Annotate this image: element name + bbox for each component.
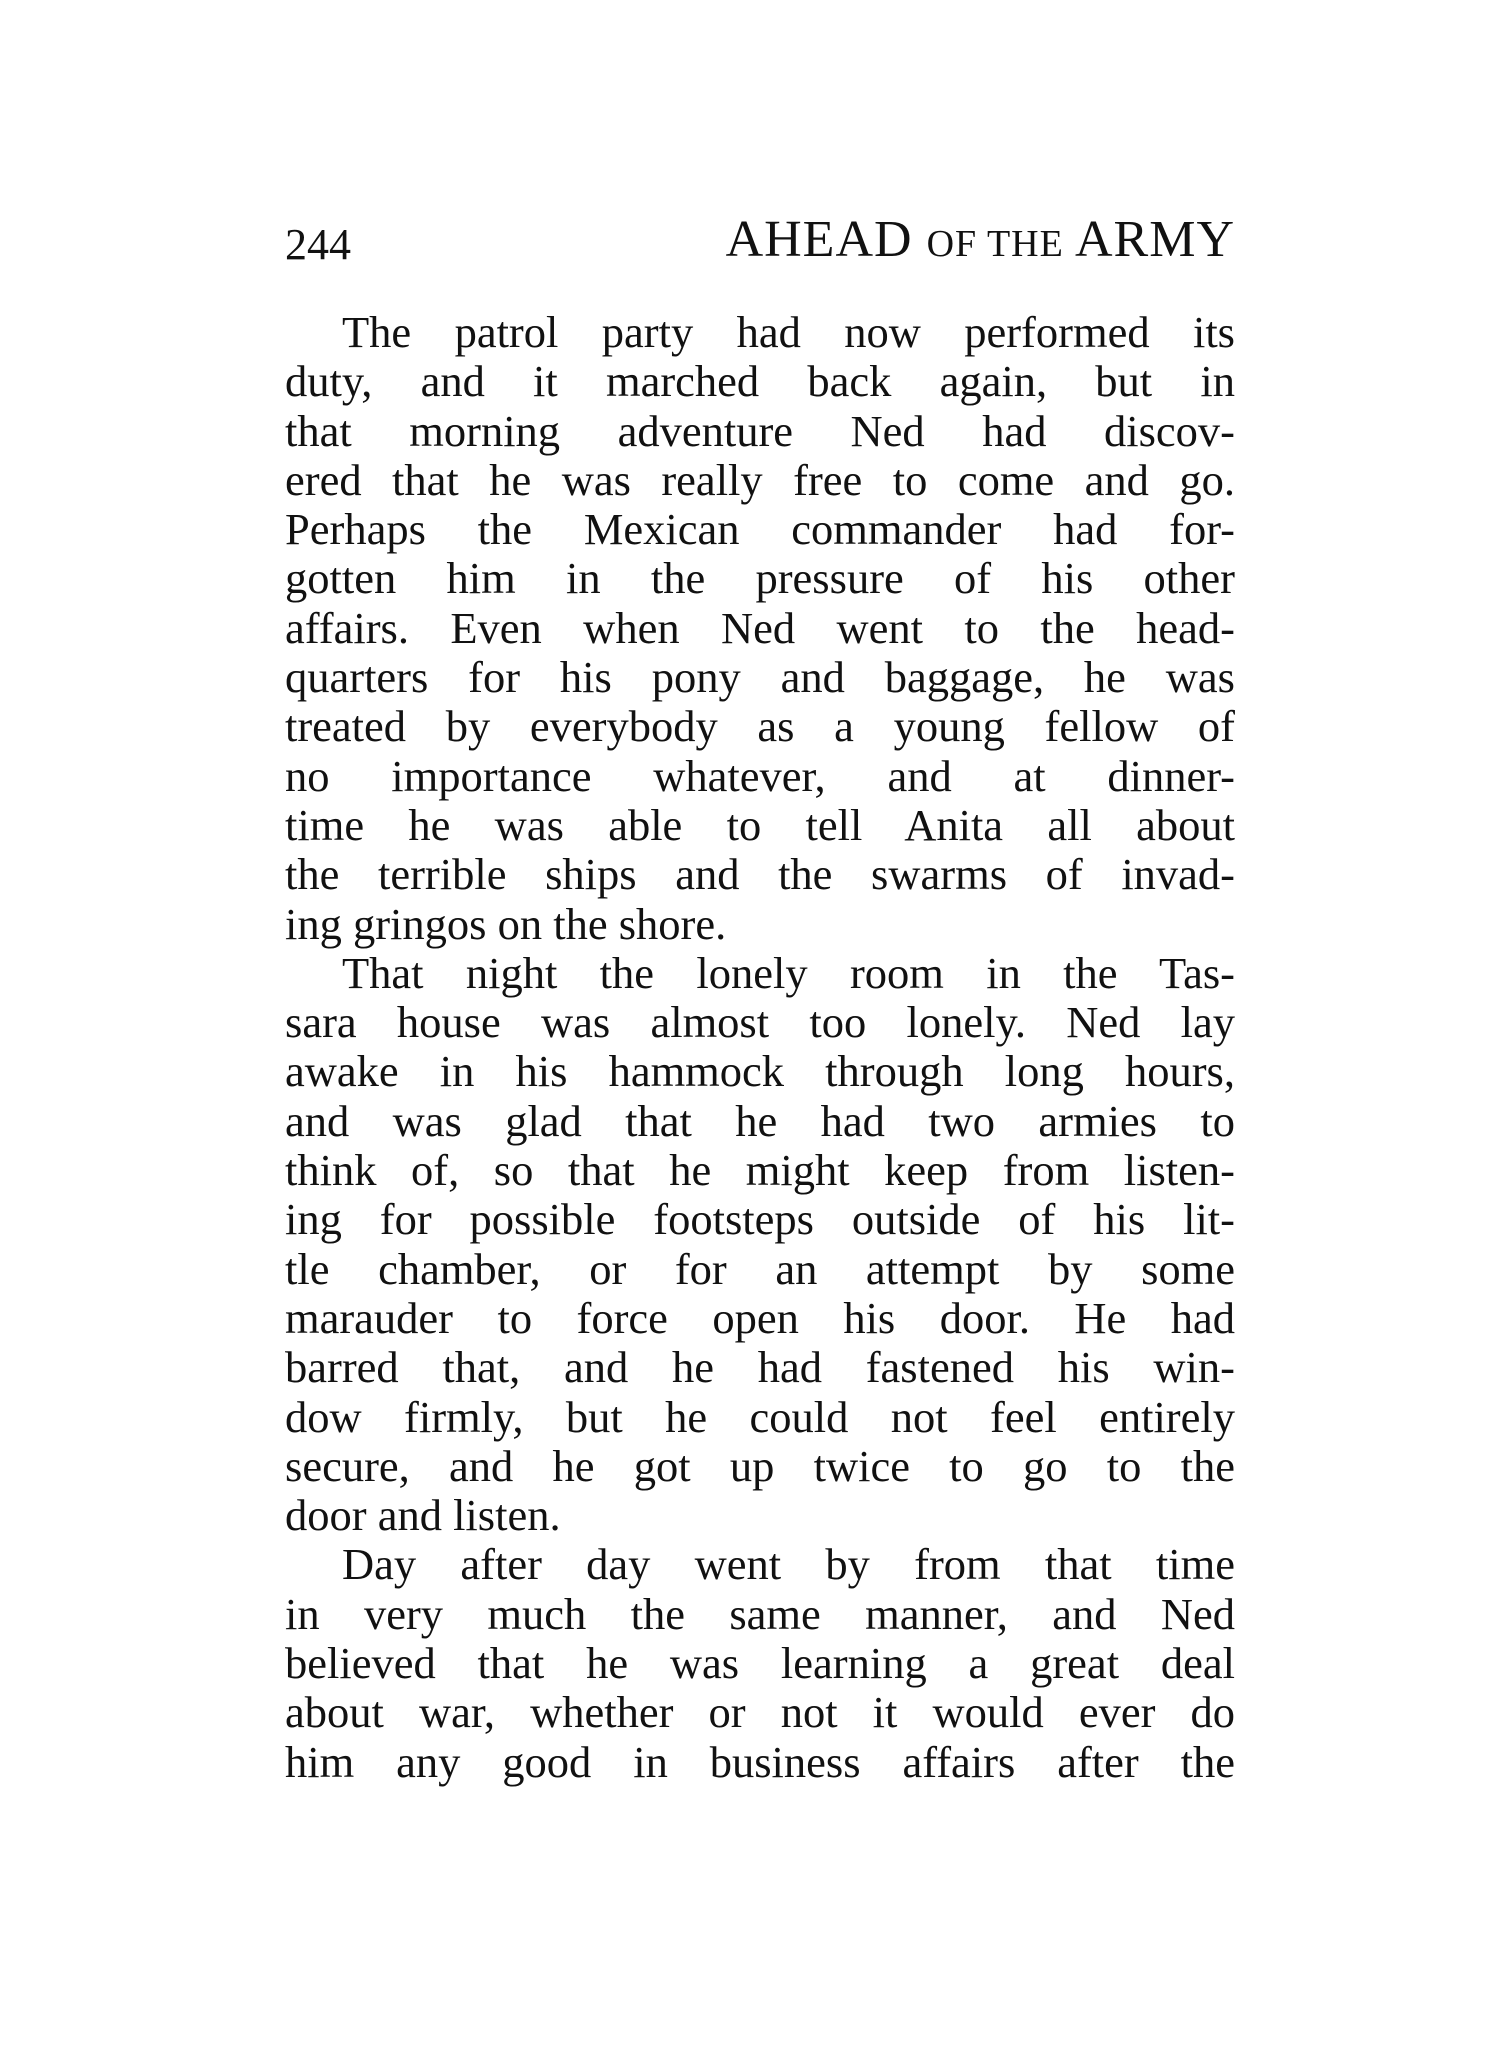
paragraph	[285, 949, 1235, 1541]
text-line: treated by everybody as a young fellow of	[285, 701, 1235, 752]
text-line: quarters for his pony and baggage, he was	[285, 652, 1235, 703]
text-line: in very much the same manner, and Ned	[285, 1588, 1235, 1639]
page-number: 244	[285, 220, 351, 269]
text-line: him any good in business affairs after the	[285, 1736, 1235, 1787]
text-line: sara house was almost too lonely. Ned lay	[285, 997, 1235, 1048]
text-line: that morning adventure Ned had discov-	[285, 405, 1235, 456]
text-line: duty, and it marched back again, but in	[285, 356, 1235, 407]
running-title	[726, 205, 1235, 279]
paragraph	[285, 1540, 1235, 1786]
text-line: awake in his hammock through long hours,	[285, 1046, 1235, 1097]
text-line: marauder to force open his door. He had	[285, 1292, 1235, 1343]
text-line: Day after day went by from that time	[342, 1539, 1235, 1590]
running-title-part: OF THE	[926, 223, 1064, 265]
running-head	[285, 205, 1235, 275]
text-line: That night the lonely room in the Tas-	[342, 947, 1235, 998]
text-line: no importance whatever, and at dinner-	[285, 750, 1235, 801]
text-line: think of, so that he might keep from listen-	[285, 1145, 1235, 1196]
text-line: and was glad that he had two armies to	[285, 1095, 1235, 1146]
text-line: ing for possible footsteps outside of his lit-	[285, 1194, 1235, 1245]
text-line: about war, whether or not it would ever do	[285, 1687, 1235, 1738]
text-line: The patrol party had now performed its	[342, 307, 1235, 357]
text-line: door and listen.	[285, 1490, 561, 1541]
running-title-part: AHEAD	[725, 211, 913, 268]
text-line: dow firmly, but he could not feel entirely	[285, 1391, 1235, 1442]
text-line: affairs. Even when Ned went to the head-	[285, 602, 1235, 653]
running-title-part: ARMY	[1074, 211, 1235, 268]
text-line: barred that, and he had fastened his win-	[285, 1342, 1235, 1393]
text-line: ered that he was really free to come and go.	[285, 454, 1235, 505]
text-line: tle chamber, or for an attempt by some	[285, 1243, 1235, 1294]
text-line: Perhaps the Mexican commander had for-	[285, 504, 1235, 555]
text-line: ing gringos on the shore.	[285, 898, 727, 949]
body-text	[285, 308, 1235, 1787]
text-line: secure, and he got up twice to go to the	[285, 1440, 1235, 1491]
text-line: the terrible ships and the swarms of invad-	[285, 849, 1235, 900]
paragraph	[285, 308, 1235, 949]
text-line: time he was able to tell Anita all about	[285, 799, 1235, 850]
text-line: gotten him in the pressure of his other	[285, 553, 1235, 604]
text-line: believed that he was learning a great deal	[285, 1638, 1235, 1689]
